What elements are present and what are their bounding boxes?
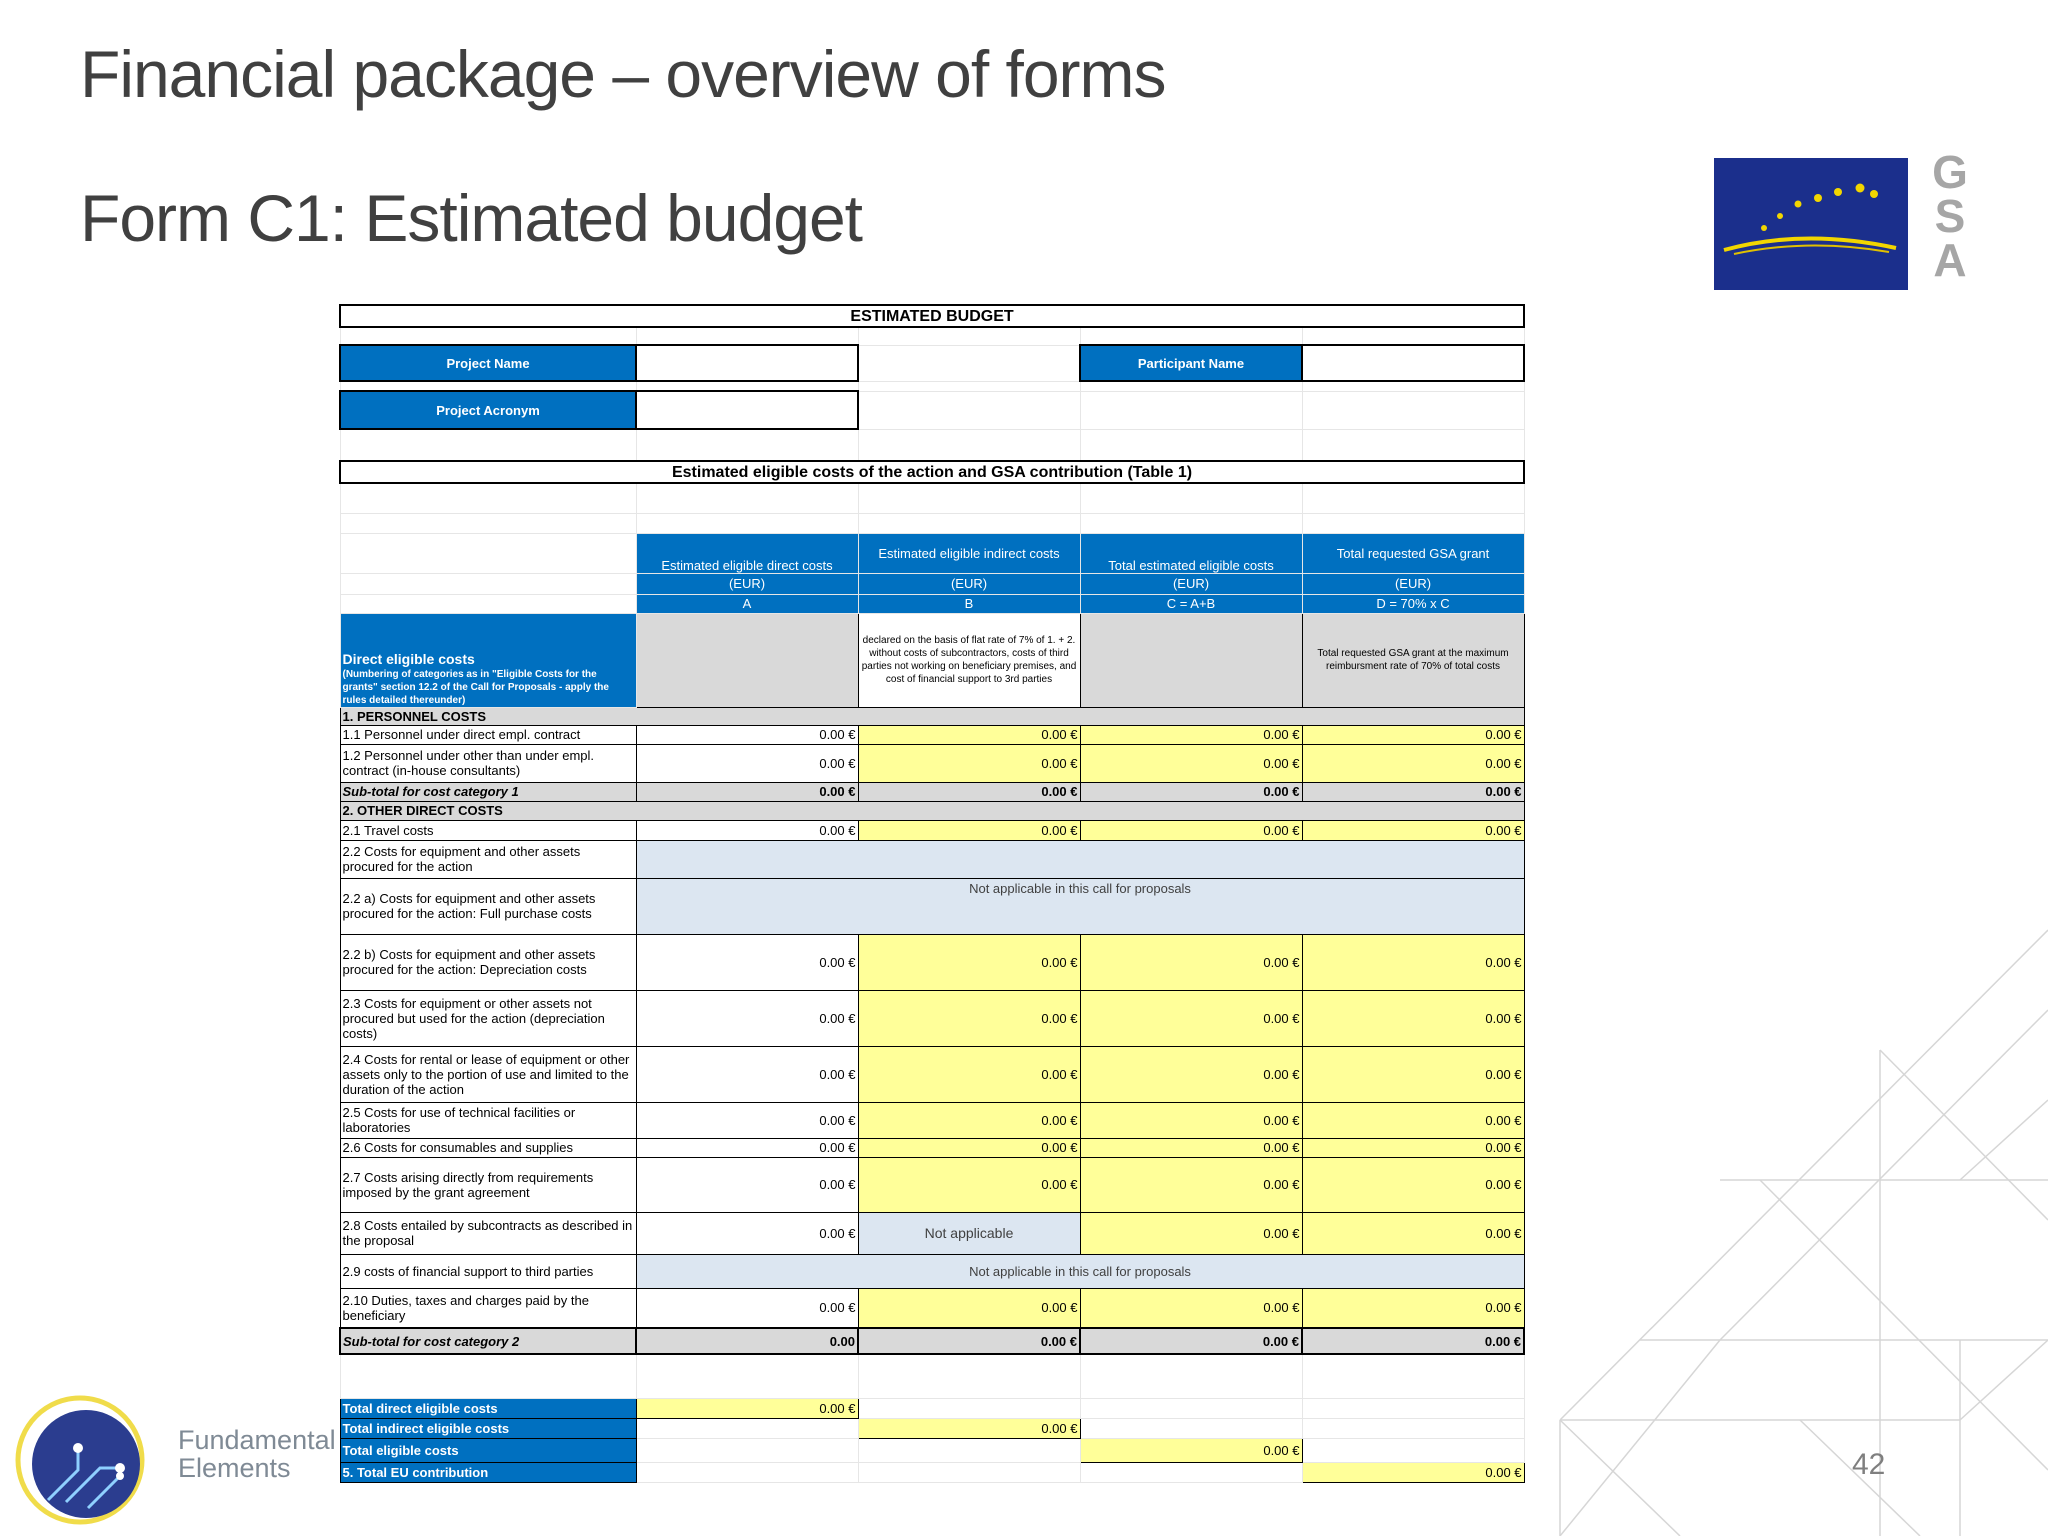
table-row xyxy=(340,820,1524,840)
cell-a[interactable]: 0.00 € xyxy=(636,820,858,840)
row-label: 2.9 costs of financial support to third parties xyxy=(340,1254,636,1288)
row-label: 2.1 Travel costs xyxy=(340,820,636,840)
col-a-unit: (EUR) xyxy=(636,573,858,594)
cell-a[interactable]: 0.00 € xyxy=(636,934,858,990)
cell-d: 0.00 € xyxy=(1302,782,1524,801)
subtotal-row xyxy=(340,782,1524,801)
cell-b: 0.00 € xyxy=(858,990,1080,1046)
cell-a[interactable]: 0.00 € xyxy=(636,1046,858,1102)
col-a-header: Estimated eligible direct costs xyxy=(636,533,858,573)
table-row xyxy=(340,1212,1524,1254)
col-d-unit: (EUR) xyxy=(1302,573,1524,594)
fundamental-elements-logo-icon xyxy=(8,1390,158,1530)
table-row xyxy=(340,840,1524,878)
col-c-code: C = A+B xyxy=(1080,594,1302,613)
total-direct-value: 0.00 € xyxy=(636,1398,858,1418)
cell-d: 0.00 € xyxy=(1302,1157,1524,1212)
col-d-code: D = 70% x C xyxy=(1302,594,1524,613)
col-a-code: A xyxy=(636,594,858,613)
cell-c: 0.00 € xyxy=(1080,1212,1302,1254)
cell-c: 0.00 € xyxy=(1080,990,1302,1046)
not-applicable-note: Not applicable in this call for proposals xyxy=(636,878,1524,934)
cell-b: 0.00 € xyxy=(858,1138,1080,1157)
table-row xyxy=(340,934,1524,990)
col-b-unit: (EUR) xyxy=(858,573,1080,594)
row-label: 1.1 Personnel under direct empl. contract xyxy=(340,725,636,744)
participant-name-input[interactable] xyxy=(1302,345,1524,381)
direct-eligible-costs-header xyxy=(340,613,636,707)
col-b-header: Estimated eligible indirect costs xyxy=(858,533,1080,573)
cell-c: 0.00 € xyxy=(1080,1046,1302,1102)
category-1-heading: 1. PERSONNEL COSTS xyxy=(340,707,1524,725)
not-applicable-cell: Not applicable xyxy=(858,1212,1080,1254)
cell-a[interactable]: 0.00 € xyxy=(636,990,858,1046)
subtotal-row xyxy=(340,1328,1524,1354)
category-2-heading: 2. OTHER DIRECT COSTS xyxy=(340,801,1524,820)
cell-b: 0.00 € xyxy=(858,744,1080,782)
total-direct-label: Total direct eligible costs xyxy=(340,1398,636,1418)
table-row xyxy=(340,1046,1524,1102)
direct-eligible-costs-note: (Numbering of categories as in "Eligible Costs for the grants" section 12.2 of the Call for Proposals - apply the rules detailed thereunder) xyxy=(342,668,609,706)
cell-a[interactable]: 0.00 € xyxy=(636,1288,858,1328)
table-row xyxy=(340,1138,1524,1157)
total-indirect-label: Total indirect eligible costs xyxy=(340,1418,636,1438)
table-row xyxy=(340,1288,1524,1328)
cell-a[interactable]: 0.00 € xyxy=(636,1157,858,1212)
project-name-label: Project Name xyxy=(340,345,636,381)
row-label: 2.2 Costs for equipment and other assets procured for the action xyxy=(340,840,636,878)
cell-b: 0.00 € xyxy=(858,1328,1080,1354)
row-label: 2.4 Costs for rental or lease of equipment or other assets only to the portion of use and limited to the duration of the action xyxy=(340,1046,636,1102)
table-row xyxy=(340,1157,1524,1212)
total-eligible-value: 0.00 € xyxy=(1080,1438,1302,1462)
cell-a[interactable]: 0.00 € xyxy=(636,725,858,744)
cell-b: 0.00 € xyxy=(858,1157,1080,1212)
cell-d: 0.00 € xyxy=(1302,1212,1524,1254)
cell-b: 0.00 € xyxy=(858,1102,1080,1138)
total-row xyxy=(340,1418,1524,1438)
cell-a[interactable]: 0.00 € xyxy=(636,1212,858,1254)
page-number: 42 xyxy=(1852,1448,1886,1481)
row-label: 2.7 Costs arising directly from requirements imposed by the grant agreement xyxy=(340,1157,636,1212)
row-label: 2.5 Costs for use of technical facilities or laboratories xyxy=(340,1102,636,1138)
cell-b: 0.00 € xyxy=(858,782,1080,801)
col-d-header: Total requested GSA grant xyxy=(1302,533,1524,573)
cell-b: 0.00 € xyxy=(858,1288,1080,1328)
total-eu-value: 0.00 € xyxy=(1302,1462,1524,1482)
cell-d: 0.00 € xyxy=(1302,1046,1524,1102)
cell-a[interactable]: 0.00 € xyxy=(636,1102,858,1138)
col-c-unit: (EUR) xyxy=(1080,573,1302,594)
total-row xyxy=(340,1462,1524,1482)
cell-d: 0.00 € xyxy=(1302,1138,1524,1157)
table-row xyxy=(340,1102,1524,1138)
wordmark-line-1: Fundamental xyxy=(178,1425,336,1455)
total-eu-label: 5. Total EU contribution xyxy=(340,1462,636,1482)
cell-c: 0.00 € xyxy=(1080,1157,1302,1212)
table-row xyxy=(340,1254,1524,1288)
cell-b: 0.00 € xyxy=(858,725,1080,744)
col-b-code: B xyxy=(858,594,1080,613)
project-acronym-label: Project Acronym xyxy=(340,391,636,429)
table-row xyxy=(340,744,1524,782)
cell-c: 0.00 € xyxy=(1080,1138,1302,1157)
wordmark-line-2: Elements xyxy=(178,1453,291,1483)
cell-a: 0.00 xyxy=(636,1328,858,1354)
cell-c: 0.00 € xyxy=(1080,1328,1302,1354)
cell-c: 0.00 € xyxy=(1080,782,1302,801)
gsa-letters xyxy=(1928,146,1972,286)
cell-d: 0.00 € xyxy=(1302,990,1524,1046)
not-applicable-cell xyxy=(636,840,1524,878)
cell-c: 0.00 € xyxy=(1080,1288,1302,1328)
subtotal-1-label: Sub-total for cost category 1 xyxy=(340,782,636,801)
row-label: 2.6 Costs for consumables and supplies xyxy=(340,1138,636,1157)
cell-d: 0.00 € xyxy=(1302,1102,1524,1138)
gsa-letter-g: G xyxy=(1932,146,1968,198)
gsa-letter-s: S xyxy=(1934,190,1966,242)
row-label: 1.2 Personnel under other than under empl. contract (in-house consultants) xyxy=(340,744,636,782)
table1-title: Estimated eligible costs of the action and GSA contribution (Table 1) xyxy=(340,461,1524,483)
cell-a[interactable]: 0.00 € xyxy=(636,744,858,782)
row-label: 2.10 Duties, taxes and charges paid by the beneficiary xyxy=(340,1288,636,1328)
cell-d: 0.00 € xyxy=(1302,1328,1524,1354)
cell-c: 0.00 € xyxy=(1080,725,1302,744)
direct-eligible-costs-label: Direct eligible costs xyxy=(342,650,475,667)
cell-d: 0.00 € xyxy=(1302,744,1524,782)
slide-title: Financial package – overview of forms xyxy=(80,37,1166,111)
cell-a[interactable]: 0.00 € xyxy=(636,1138,858,1157)
project-acronym-input[interactable] xyxy=(636,391,858,429)
cell-c: 0.00 € xyxy=(1080,820,1302,840)
total-indirect-value: 0.00 € xyxy=(858,1418,1080,1438)
participant-name-label: Participant Name xyxy=(1080,345,1302,381)
table-row xyxy=(340,990,1524,1046)
cell-d: 0.00 € xyxy=(1302,725,1524,744)
cell-c: 0.00 € xyxy=(1080,744,1302,782)
cell-a: 0.00 € xyxy=(636,782,858,801)
table-row xyxy=(340,878,1524,934)
budget-spreadsheet xyxy=(339,304,1523,1483)
subtotal-2-label: Sub-total for cost category 2 xyxy=(340,1328,636,1354)
total-row xyxy=(340,1438,1524,1462)
estimated-budget-heading: ESTIMATED BUDGET xyxy=(340,305,1524,327)
fundamental-elements-wordmark xyxy=(178,1426,336,1482)
not-applicable-note: Not applicable in this call for proposals xyxy=(636,1254,1524,1288)
project-name-input[interactable] xyxy=(636,345,858,381)
cell-c: 0.00 € xyxy=(1080,1102,1302,1138)
row-label: 2.3 Costs for equipment or other assets not procured but used for the action (depreciation costs) xyxy=(340,990,636,1046)
gsa-letter-a: A xyxy=(1933,234,1967,286)
cell-d: 0.00 € xyxy=(1302,1288,1524,1328)
cell-d: 0.00 € xyxy=(1302,934,1524,990)
cell-d: 0.00 € xyxy=(1302,820,1524,840)
row-label: 2.2 a) Costs for equipment and other assets procured for the action: Full purchase costs xyxy=(340,878,636,934)
cell-c: 0.00 € xyxy=(1080,934,1302,990)
form-title: Form C1: Estimated budget xyxy=(80,181,863,255)
col-d-note: Total requested GSA grant at the maximum reimbursment rate of 70% of total costs xyxy=(1302,613,1524,707)
row-label: 2.2 b) Costs for equipment and other assets procured for the action: Depreciation costs xyxy=(340,934,636,990)
total-row xyxy=(340,1398,1524,1418)
col-c-header: Total estimated eligible costs xyxy=(1080,533,1302,573)
total-eligible-label: Total eligible costs xyxy=(340,1438,636,1462)
cell-b: 0.00 € xyxy=(858,820,1080,840)
col-b-note: declared on the basis of flat rate of 7% of 1. + 2. without costs of subcontractors, costs of third parties not working on beneficiary premises, and cost of financial support to 3rd parties xyxy=(858,613,1080,707)
table-row xyxy=(340,725,1524,744)
cell-b: 0.00 € xyxy=(858,1046,1080,1102)
cell-b: 0.00 € xyxy=(858,934,1080,990)
row-label: 2.8 Costs entailed by subcontracts as described in the proposal xyxy=(340,1212,636,1254)
